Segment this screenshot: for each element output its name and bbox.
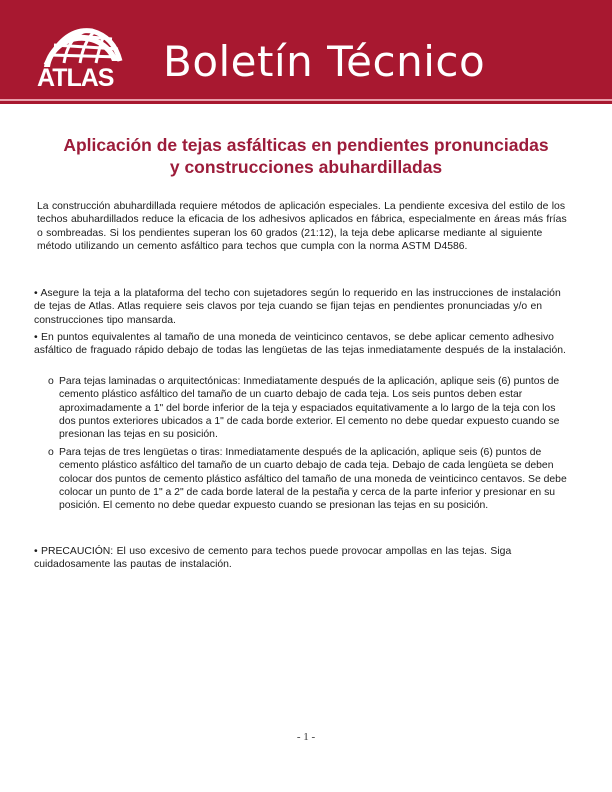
document-title [30, 134, 582, 178]
bullet-item [34, 287, 569, 327]
sub-bullet-item [48, 446, 568, 512]
header-title: Boletín Técnico [163, 37, 486, 86]
sub-bullet-marker: o [48, 447, 54, 458]
bullet-item [34, 331, 569, 358]
intro-paragraph: La construcción abuhardillada requiere métodos de aplicación especiales. La pendiente excesiva del estilo de los techos abuhardillados reduce la eficacia de los adhesivos aplicados en fábrica, especialmente en áreas más frías o sombreadas. Si los pendientes superan los 60 grados (21:12), la teja debe aplicarse mediante al siguiente método utilizando un cemento asfáltico para techos que cumpla con la norma ASTM D4586. [37, 201, 567, 252]
page-number: - 1 - [296, 731, 316, 743]
sub-bullet-marker: o [48, 376, 54, 387]
globe-icon [34, 27, 126, 69]
logo-text: ATLAS [37, 64, 114, 92]
caution-text: PRECAUCIÓN: El uso excesivo de cemento para techos puede provocar ampollas en las tejas. Siga cuidadosamente las pautas de instalación. [34, 546, 512, 571]
bullet-text: Asegure la teja a la plataforma del techo con sujetadores según lo requerido en las instrucciones de instalación de tejas de Atlas. Atlas requiere seis clavos por teja cuando se fijan tejas en pendientes pronunciadas y/o en construcciones tipo mansarda. [34, 288, 561, 326]
title-line-2: y construcciones abuhardilladas [169, 157, 443, 177]
sub-bullet-text: Para tejas laminadas o arquitectónicas: Inmediatamente después de la aplicación, aplique seis (6) puntos de cemento plástico asfáltico del tamaño de un cuarto debajo de cada teja. Los seis puntos deben estar aproximadamente a 1" del borde inferior de la teja y espaciados equitativamente a lo largo de la teja con los dos puntos exteriores ubicados a 1" de cada borde exterior. El cemento no debe quedar expuesto cuando se presionan las tejas en su posición. [59, 376, 560, 441]
bullet-text: En puntos equivalentes al tamaño de una moneda de veinticinco centavos, se debe aplicar cemento adhesivo asfáltico de fraguado rápido debajo de todas las lengüetas de las tejas inmediatamente después de la instalación. [34, 332, 566, 357]
title-line-1: Aplicación de tejas asfálticas en pendientes pronunciadas [63, 135, 549, 155]
bullet-marker: • [34, 332, 38, 343]
bullet-marker: • [34, 546, 38, 557]
atlas-logo [34, 27, 126, 91]
caution-note [34, 545, 569, 572]
header-banner [0, 0, 612, 99]
header-divider-dark [0, 101, 612, 104]
sub-bullet-item [48, 375, 568, 441]
bullet-marker: • [34, 288, 38, 299]
sub-bullet-text: Para tejas de tres lengüetas o tiras: Inmediatamente después de la aplicación, aplique seis (6) puntos de cemento plástico asfáltico del tamaño de un cuarto debajo de cada teja. Debajo de cada lengüeta se deben colocar dos puntos de cemento plástico asfáltico del tamaño de una moneda de veinticinco centavos. Se debe colocar un punto de 1" a 2" de cada borde lateral de la pestaña y cerca de la parte inferior y presionar en su posición. El cemento no debe quedar expuesto cuando se presionan las tejas en su posición. [59, 447, 567, 512]
